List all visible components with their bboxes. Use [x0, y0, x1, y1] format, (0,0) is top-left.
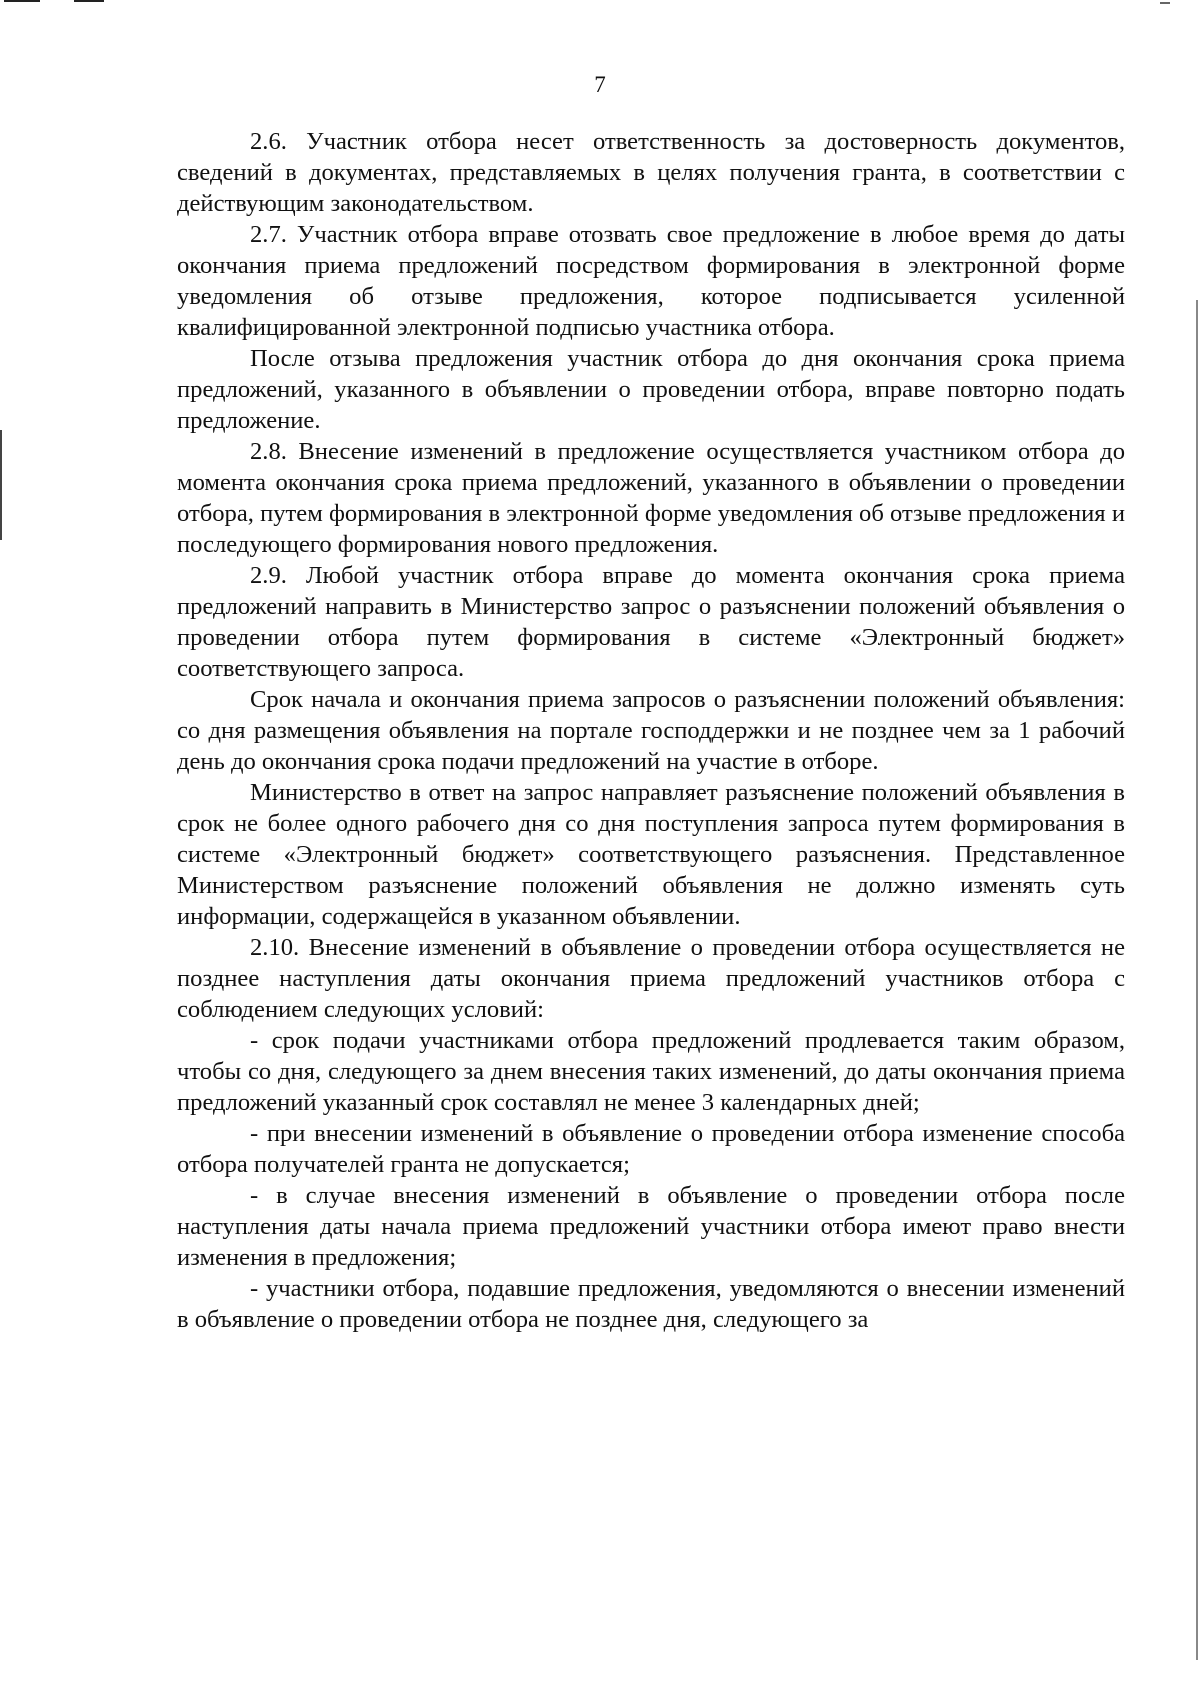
paragraph-2-10: 2.10. Внесение изменений в объявление о проведении отбора осуществляется не позднее наступления даты окончания приема предложений участников отбора с соблюдением следующих условий: — [177, 934, 1125, 1023]
paragraph-2-7: 2.7. Участник отбора вправе отозвать свое предложение в любое время до даты окончания приема предложений посредством формирования в электронной форме уведомления об отзыве предложения, которое подписывается усиленной квалифицированной электронной подписью участника отбора. — [177, 221, 1125, 341]
paragraph-withdrawal: После отзыва предложения участник отбора до дня окончания срока приема предложений, указанного в объявлении о проведении отбора, вправе повторно подать предложение. — [177, 345, 1125, 434]
paragraph-2-9: 2.9. Любой участник отбора вправе до момента окончания срока приема предложений направить в Министерство запрос о разъяснении положений объявления о проведении отбора путем формирования в системе «Электронный бюджет» соответствующего запроса. — [177, 562, 1125, 682]
page-number: 7 — [594, 72, 606, 97]
scan-edge-mark — [0, 430, 2, 540]
scan-edge-mark — [4, 0, 40, 2]
scan-edge-mark — [1160, 2, 1170, 4]
scan-edge-mark — [74, 0, 104, 2]
paragraph-2-8: 2.8. Внесение изменений в предложение осуществляется участником отбора до момента окончания срока приема предложений, указанного в объявлении о проведении отбора, путем формирования в электронной форме уведомления об отзыве предложения и последующего формирования нового предложения. — [177, 438, 1125, 558]
paragraph-request-terms: Срок начала и окончания приема запросов о разъяснении положений объявления: со дня размещения объявления на портале господдержки и не позднее чем за 1 рабочий день до окончания срока подачи предложений на участие в отборе. — [177, 686, 1125, 775]
paragraph-2-6: 2.6. Участник отбора несет ответственность за достоверность документов, сведений в документах, представляемых в целях получения гранта, в соответствии с действующим законодательством. — [177, 128, 1125, 217]
paragraph-ministry-response: Министерство в ответ на запрос направляет разъяснение положений объявления в срок не более одного рабочего дня со дня поступления запроса путем формирования в системе «Электронный бюджет» соответствующего разъяснения. Представленное Министерством разъяснение положений объявления не должно изменять суть информации, содержащейся в указанном объявлении. — [177, 779, 1125, 930]
scan-edge-mark — [1196, 300, 1198, 1660]
list-item-method: - при внесении изменений в объявление о проведении отбора изменение способа отбора получателей гранта не допускается; — [177, 1120, 1125, 1178]
document-body — [177, 126, 1125, 1335]
list-item-notification: - участники отбора, подавшие предложения, уведомляются о внесении изменений в объявление о проведении отбора не позднее дня, следующего за — [177, 1275, 1125, 1333]
list-item-extension: - срок подачи участниками отбора предложений продлевается таким образом, чтобы со дня, следующего за днем внесения таких изменений, до даты окончания приема предложений указанный срок составлял не менее 3 календарных дней; — [177, 1027, 1125, 1116]
list-item-amendments: - в случае внесения изменений в объявление о проведении отбора после наступления даты начала приема предложений участники отбора имеют право внести изменения в предложения; — [177, 1182, 1125, 1271]
